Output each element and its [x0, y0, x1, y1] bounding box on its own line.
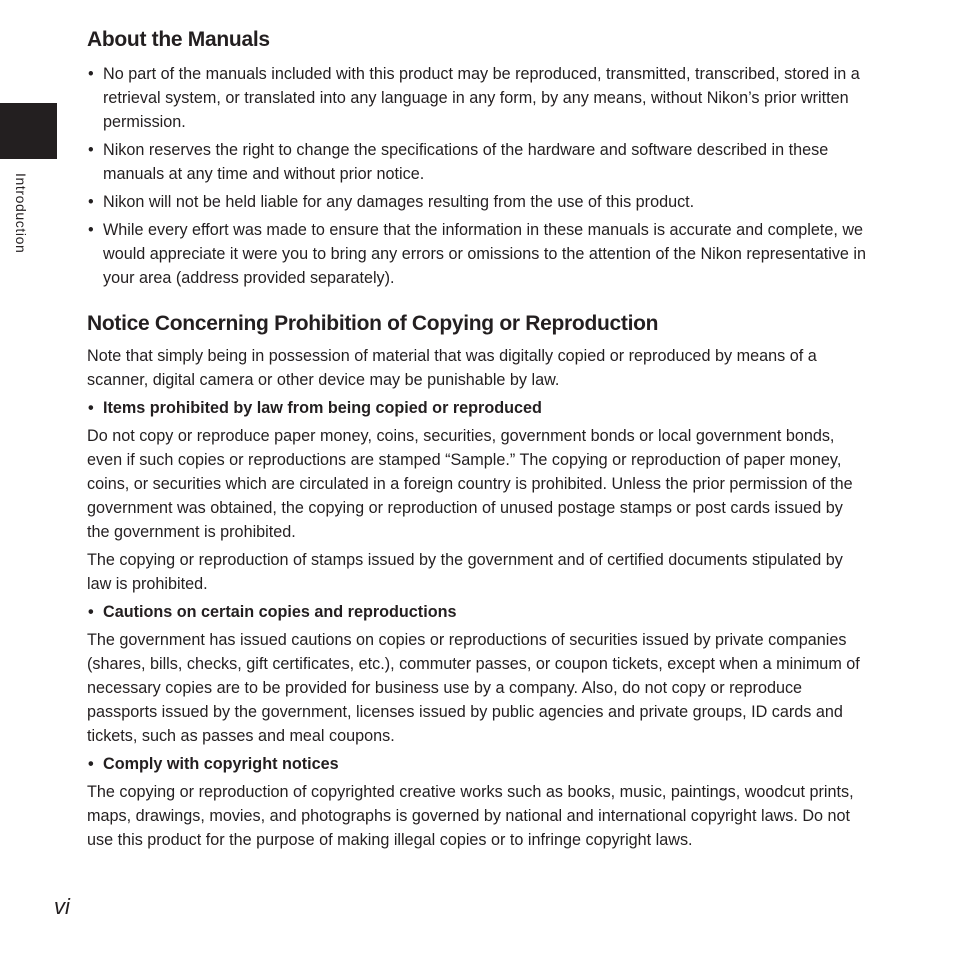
copying-notice-heading: Notice Concerning Prohibition of Copying or Reproduction — [87, 312, 659, 335]
cautions-subheading: • Cautions on certain copies and reproductions — [87, 600, 867, 624]
paragraph: The copying or reproduction of stamps issued by the government and of certified documents stipulated by law is prohibited. — [87, 551, 843, 593]
paragraph: The copying or reproduction of copyrighted creative works such as books, music, paintings, woodcut prints, maps, drawings, movies, and photographs is governed by national and international copyright laws. Do not use this product for the purpose of making illegal copies or to infringe copyright laws. — [87, 783, 854, 849]
paragraph: Do not copy or reproduce paper money, coins, securities, government bonds or local government bonds, even if such copies or reproductions are stamped “Sample.” The copying or reproduction of paper money, coins, or securities which are circulated in a foreign country is prohibited. Unless the prior permission of the government was obtained, the copying or reproduction of unused postage stamps or post cards issued by the government is prohibited. — [87, 427, 853, 541]
page-number: vi — [54, 894, 70, 919]
copying-notice-intro: Note that simply being in possession of material that was digitally copied or reproduced by means of a scanner, digital camera or other device may be punishable by law. — [87, 347, 817, 389]
paragraph: The government has issued cautions on copies or reproductions of securities issued by private companies (shares, bills, checks, gift certificates, etc.), commuter passes, or coupon tickets, except when a minimum of necessary copies are to be provided for business use by a company. Also, do not copy or reproduce passports issued by the government, licenses issued by public agencies and private groups, ID cards and tickets, such as passes and meal coupons. — [87, 631, 860, 745]
list-item: • Nikon will not be held liable for any damages resulting from the use of this product. — [87, 190, 867, 214]
list-item: • No part of the manuals included with this product may be reproduced, transmitted, transcribed, stored in a retrieval system, or translated into any language in any form, by any means, without Nikon’s prior written permission. — [87, 62, 867, 134]
list-item: • Nikon reserves the right to change the specifications of the hardware and software described in these manuals at any time and without prior notice. — [87, 138, 867, 186]
prohibited-items-subheading: • Items prohibited by law from being copied or reproduced — [87, 396, 867, 420]
copyright-subheading: • Comply with copyright notices — [87, 752, 867, 776]
page-content — [87, 26, 867, 856]
section-tab-marker — [0, 103, 57, 159]
list-item: • While every effort was made to ensure that the information in these manuals is accurate and complete, we would appreciate it were you to bring any errors or omissions to the attention of the Nikon representative in your area (address provided separately). — [87, 218, 867, 290]
about-manuals-heading: About the Manuals — [87, 28, 270, 51]
section-label: Introduction — [13, 173, 29, 254]
about-manuals-list — [87, 62, 867, 290]
